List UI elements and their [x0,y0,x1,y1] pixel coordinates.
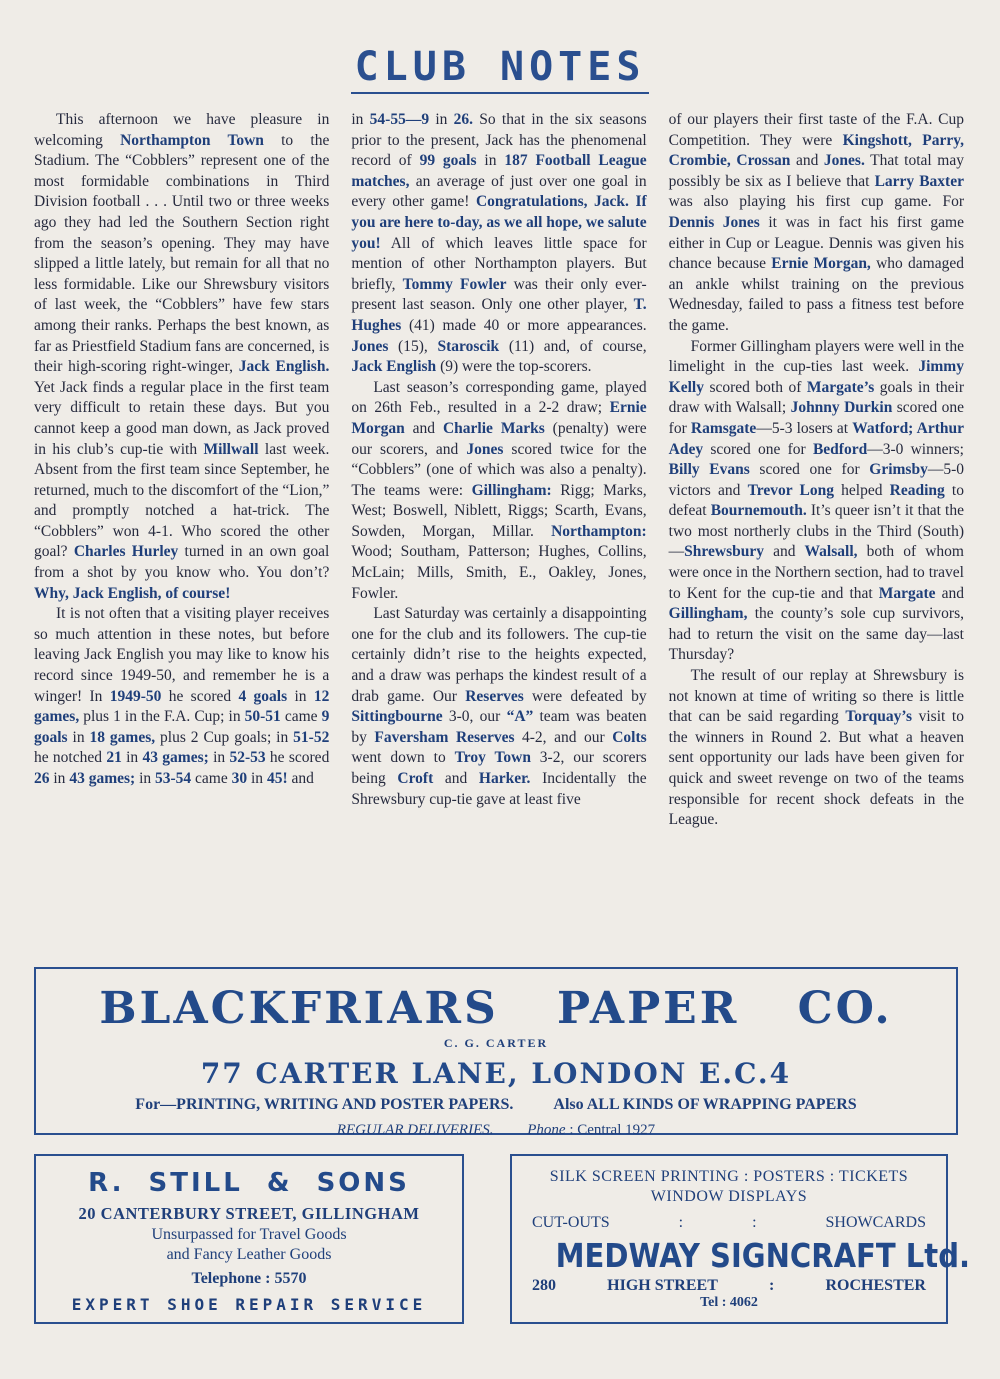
text-run: and [790,152,824,170]
text-run: in [208,749,230,767]
text-run: in [135,770,155,787]
advert-cutouts: CUT-OUTS [532,1214,610,1231]
text-run: plus 1 in the F.A. Cup; in [79,708,245,726]
still-sons-advert [34,1154,464,1324]
bold-text: Northampton Town [120,131,264,149]
bold-text: Ernie Morgan [351,399,647,437]
advert-address [532,1277,926,1295]
text-run: to the Stadium. The “Cobblers” represent one of the most formidable combinations in Third Division football . . . Until two or three weeks ago they had led the Southern Section right from the season’s opening. They may have slipped a little lately, but remain for all that no less formidable. Like our Shrewsbury visitors of last week, the “Cobblers” have few stars among their ranks. Perhaps the best known, as far as Priestfield Stadium fans are concerned, is their high-scoring right-winger, [34,131,330,376]
text-run: The result of our replay at Shrewsbury is not known at time of writing so there is little that can be said regarding [668,667,964,726]
text-run: scored both of [703,378,807,396]
text-run: Incidentally the Shrewsbury cup-tie gave at least five [351,770,647,808]
text-run: 4-2, and our [514,728,613,746]
bold-text: T. Hughes [351,296,647,334]
text-run: (penalty) were our scorers, and [351,419,647,458]
advert-tagline: and Fancy Leather Goods [166,1246,332,1263]
text-run: That total may possibly be six as I believe that [668,152,964,190]
text-run: in [351,111,370,128]
bold-text: 30 [231,770,248,787]
advert-company-name: R. STILL & SONS [88,1168,410,1198]
text-run: he scored [265,749,330,767]
text-run: scored one for [668,399,964,437]
bold-text: 99 goals [419,152,477,170]
text-run: in [67,728,90,746]
separator: : [752,1214,757,1231]
text-run: in [121,749,143,767]
advert-showcards: SHOWCARDS [825,1214,926,1231]
bold-text: 43 games; [69,770,136,787]
article-column [34,110,329,831]
article-columns [34,110,964,831]
bold-text: Congratulations, Jack. If you are here to-day, as we all hope, we salute you! [351,193,647,252]
bold-text: 26 [34,770,50,787]
bold-text: 52-53 [229,749,266,767]
text-run: helped [833,481,890,499]
bold-text: Ramsgate [690,419,757,437]
text-run: team was beaten by [351,708,647,746]
bold-text: Millwall [203,440,259,458]
text-run: scored one for [703,440,813,458]
bold-text: 50-51 [244,708,281,726]
bold-text: Billy Evans [668,461,750,479]
bold-text: Trevor Long [747,481,834,499]
text-run: —3-0 winners; [867,440,964,458]
bold-text: 21 [106,749,122,767]
bold-text: 18 games, [89,728,156,746]
text-run: who damaged an ankle whilst training on the previous Wednesday, failed to pass a fitness test before the game. [668,255,964,334]
text-run: he scored [161,687,239,705]
advert-street-number: 280 [532,1277,556,1294]
bold-text: Jones [466,440,504,458]
bold-text: Larry Baxter [874,172,964,190]
bold-text: 12 games, [34,687,330,726]
bold-text: Reading [889,481,945,499]
advert-service: EXPERT SHOE REPAIR SERVICE [71,1295,427,1314]
bold-text: Torquay’s [845,708,913,726]
text-run: in [429,111,454,128]
text-run: scored one for [749,461,870,479]
bold-text: Ernie Morgan, [771,255,871,273]
text-run: Last season’s corresponding game, played on 26th Feb., resulted in a 2-2 draw; [351,378,647,417]
bold-text: Croft [397,770,434,787]
advert-services-2: WINDOW DISPLAYS [650,1188,808,1205]
bold-text: 45! [266,770,288,787]
bold-text: 51-52 [293,728,330,746]
blackfriars-paper-advert [34,967,958,1138]
text-run: and [287,770,314,787]
text-run: in [287,687,314,705]
bold-text: Sittingbourne [351,708,443,726]
advert-phone-label: Phone [527,1122,566,1138]
text-run: (11) and, of course, [499,337,647,355]
advert-phone [527,1122,655,1138]
bold-text: Margate’s [806,378,875,396]
advert-services: SILK SCREEN PRINTING : POSTERS : TICKETS [549,1168,909,1185]
article-paragraph [351,378,646,605]
bold-text: Margate [878,584,936,602]
bold-text: 4 goals [238,687,288,705]
advert-company-name: MEDWAY SIGNCRAFT Ltd. [555,1236,971,1275]
advert-delivery-text: REGULAR DELIVERIES. [336,1122,494,1138]
text-run: and [935,584,964,602]
text-run: —5-3 losers at [756,419,853,437]
bold-text: Jimmy Kelly [668,358,964,396]
bold-text: Harker. [478,770,531,787]
bold-text: Charles Hurley [73,543,179,561]
bold-text: Jack English. [238,358,330,376]
text-run: (9) were the top-scorers. [436,358,592,376]
text-run: and [763,543,805,561]
article-paragraph [351,110,646,378]
text-run: was their only ever-present last season. Only one other player, [351,275,647,314]
text-run: goals in their draw with Walsall; [668,378,964,417]
bold-text: Colts [612,728,647,746]
bold-text: Troy Town [454,749,531,767]
text-run: plus 2 Cup goals; in [155,728,294,746]
article-paragraph [34,604,329,789]
advert-products-right: Also ALL KINDS OF WRAPPING PAPERS [553,1096,857,1113]
advert-company-name: BLACKFRIARS PAPER CO. [99,983,893,1034]
bold-text: Northampton: [551,522,647,540]
bold-text: “A” [506,708,534,726]
text-run: last week. Absent from the first team since September, he returned, much to the discomfort of the “Lion,” and promptly notched a hat-trick. The “Cobblers” won 4-1. Who scored the other goal? [34,440,330,561]
separator: : [678,1214,684,1231]
text-run: was also playing his first cup game. For [668,193,964,211]
article-paragraph [669,337,964,667]
bold-text: 1949-50 [109,687,162,705]
article-paragraph [34,110,329,604]
advert-tagline: Unsurpassed for Travel Goods [151,1226,347,1243]
bold-text: 53-54 [155,770,192,787]
bold-text: Jack English [351,358,437,376]
text-run: It’s queer isn’t it that the two most northerly clubs in the Third (South)— [668,502,964,561]
text-run: an average of just over one goal in every other game! [351,172,647,211]
bold-text: Charlie Marks [442,419,545,437]
advert-delivery [36,1122,956,1139]
text-run: 3-2, our scorers being [351,749,647,787]
bold-text: 54-55—9 [369,111,430,128]
bold-text: Kingshott, Parry, Crombie, Crossan [668,131,964,170]
text-run: both of whom were once in the Northern section, had to travel to Kent for the cup-tie and that [668,543,964,602]
bold-text: 9 goals [34,708,330,746]
bold-text: Bedford [812,440,868,458]
advert-telephone: Telephone : 5570 [191,1270,307,1287]
text-run: So that in the six seasons prior to the present, Jack has the phenomenal record of [351,111,647,170]
bold-text: Grimsby [869,461,928,479]
bold-text: 43 games; [142,749,209,767]
article-column [351,110,646,831]
text-run: to defeat [668,481,964,520]
text-run: Last Saturday was certainly a disappointing one for the club and its followers. The cup-tie certainly didn’t rise to the heights expected, and a draw was perhaps the kindest result of a drab game. Our [351,605,647,705]
text-run: were defeated by [523,687,647,705]
text-run: came [280,708,322,726]
text-run: came [191,770,232,787]
bold-text: Watford; Arthur Adey [668,419,964,458]
bold-text: 26. [453,111,474,128]
text-run: turned in an own goal from a shot by you know who. You don’t? [34,543,330,582]
text-run: went down to [351,749,455,767]
text-run: All of which leaves little space for mention of other Northampton players. But briefly, [351,234,647,293]
advert-town: ROCHESTER [825,1277,926,1294]
text-run: it was in fact his first game either in Cup or League. Dennis was given his chance because [668,213,964,273]
article-paragraph [669,110,964,337]
advert-products [36,1096,956,1114]
text-run: This afternoon we have pleasure in welcoming [34,111,330,149]
text-run: Rigg; Marks, West; Boswell, Niblett, Riggs; Scarth, Evans, Sowden, Morgan, Millar. [351,481,647,540]
text-run: and [433,770,479,787]
text-run: of our players their first taste of the F.A. Cup Competition. They were [668,111,964,149]
medway-signcraft-advert [510,1154,971,1324]
text-run: visit to the winners in Round 2. But what a heaven sent opportunity our lads have been given for quick and sweet revenge on two of the teams responsible for recent shock defeats in the League. [668,708,964,829]
bold-text: 187 Football League matches, [351,152,647,190]
text-run: Wood; Southam, Patterson; Hughes, Collins, McLain; Mills, Smith, E., Oakley, Jones, Fowler. [351,543,647,602]
bold-text: Gillingham, [668,605,748,623]
article-paragraph [351,604,646,810]
article-column [669,110,964,831]
text-run: in [49,770,70,787]
text-run: in [247,770,267,787]
page-title: CLUB NOTES [0,44,1000,90]
text-run: and [404,419,443,437]
advert-products [532,1214,926,1232]
advert-products-left: For—PRINTING, WRITING AND POSTER PAPERS. [135,1096,514,1113]
article-paragraph [669,666,964,831]
advert-street: HIGH STREET [607,1277,718,1294]
text-run: scored twice for the “Cobblers” (one of which was also a penalty). The teams were: [351,440,647,499]
text-run: —5-0 victors and [668,461,964,499]
text-run: the county’s sole cup survivors, had to return the visit on the same day—last Thursday? [668,605,964,664]
bold-text: Gillingham: [471,481,552,499]
bold-text: Dennis Jones [668,213,760,231]
bold-text: Tommy Fowler [402,275,507,293]
bold-text: Reserves [465,687,524,705]
text-run: (41) made 40 or more appearances. [401,316,647,334]
bold-text: Walsall, [804,543,858,561]
bold-text: Staroscik [437,337,500,355]
bold-text: Faversham Reserves [374,728,515,746]
text-run: It is not often that a visiting player receives so much attention in these notes, but before leaving Jack English you may like to know his record since 1949-50, and remember he is a winger! In [34,605,330,705]
bold-text: Bournemouth. [710,502,807,520]
text-run: he notched [34,749,107,767]
advert-address: 77 CARTER LANE, LONDON E.C.4 [200,1057,792,1090]
advert-address: 20 CANTERBURY STREET, GILLINGHAM [78,1204,420,1223]
advert-proprietor: C. G. CARTER [443,1036,549,1050]
separator: : [769,1277,775,1294]
bold-text: Why, Jack English, of course! [34,584,231,602]
bold-text: Jones [351,337,389,355]
text-run: (15), [388,337,438,355]
bold-text: Jones. [823,152,865,170]
text-run: Yet Jack finds a regular place in the first team very difficult to retain these days. But you cannot keep a good man down, as Jack proved in his club’s cup-tie with [34,378,330,458]
bold-text: Shrewsbury [684,543,764,561]
advert-phone-value: : Central 1927 [569,1122,656,1138]
text-run: in [476,152,505,170]
bold-text: Johnny Durkin [790,399,893,417]
advert-telephone: Tel : 4062 [700,1295,758,1310]
text-run: Former Gillingham players were well in the limelight in the cup-ties last week. [668,337,964,376]
text-run: 3-0, our [442,708,507,726]
